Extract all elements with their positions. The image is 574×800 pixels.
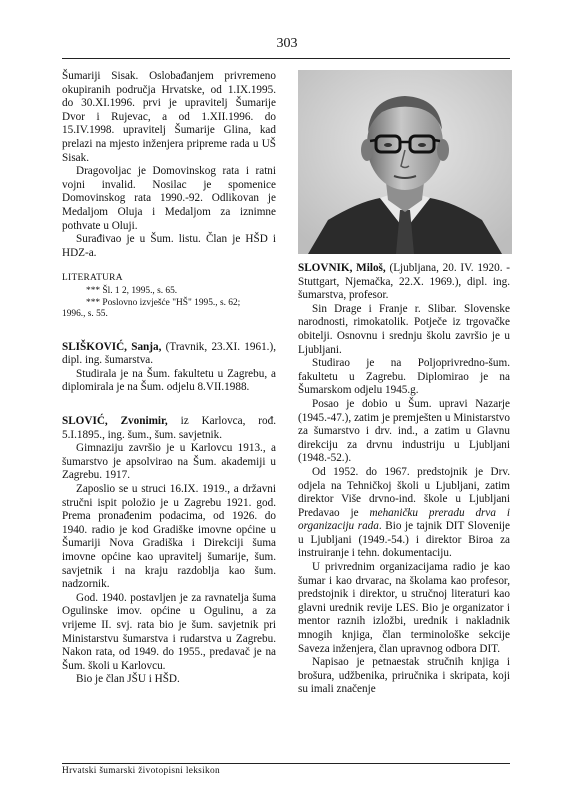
paragraph-text: Od 1952. do 1967. predstojnik je Drv. odjela na Tehničkoj školi u Ljubljani, zatim direktor Više drvno-ind. škole u Ljubljani Predavao je xyxy=(298,465,510,519)
footer-title: Hrvatski šumarski životopisni leksikon xyxy=(62,766,221,776)
left-column xyxy=(62,70,276,687)
entry-heading-rest: (Travnik, 23.XI. 1961.), dipl. ing. šumarstva. xyxy=(62,340,276,367)
literature-item: 1996., s. 55. xyxy=(62,309,108,320)
entry-paragraph: U privrednim organizacijama radio je kao šumar i kao drvarac, na školama kao profesor, predstojnik i direktor, u stručnoj literaturi kao glavni urednik revije LES. Bio je organizator i mentor raznih izložbi, urednik i nakladnik mnogih knjiga, član terminološke sekcije Saveza inženjera, član upravnog odbora DIT. xyxy=(298,561,510,655)
entry-paragraph xyxy=(298,466,510,561)
emphasized-text: mehaničku preradu drva i organizaciju rada xyxy=(298,506,510,533)
right-column xyxy=(298,262,510,697)
entry-paragraph: God. 1940. postavljen je za ravnatelja šuma Ogulinske imov. općine u Ogulinu, a za vrijeme II. svj. rata bio je šum. savjetnik pri Ministarstvu šumarstva i rudarstva u Zagrebu. Nakon rata, od 1949. do 1955., predavač je na Šum. školi u Karlovcu. xyxy=(62,591,276,672)
continuation-paragraph: Surađivao je u Šum. listu. Član je HŠD i HDZ-a. xyxy=(62,233,276,259)
entry-paragraph: Napisao je petnaestak stručnih knjiga i brošura, udžbenika, priručnika i skripata, koji su imali značenje xyxy=(298,656,510,696)
entry-paragraph: Studirao je na Poljoprivredno-šum. fakultetu u Zagrebu. Diplomirao je na Šumarskom odjelu 1945.g. xyxy=(298,357,510,397)
entry-paragraph: Studirala je na Šum. fakultetu u Zagrebu, a diplomirala je na Šum. odjelu 8.VII.1988. xyxy=(62,367,276,394)
continuation-paragraph: Šumariji Sisak. Oslobađanjem privremeno okupiranih područja Hrvatske, od 1.IX.1995. do 30.XI.1996. prvi je upravitelj Šumarije Dvor i Rujevac, a od 1.XII.1996. do 15.IV.1998. upravitelj Šumarije Glina, kad prelazi na mjesto inženjera pripreme rada u UŠ Sisak. xyxy=(62,70,276,164)
entry-paragraph: Bio je član JŠU i HŠD. xyxy=(76,673,180,686)
entry-heading xyxy=(62,341,276,368)
entry-heading xyxy=(62,415,276,442)
bottom-rule xyxy=(62,763,510,764)
entry-heading-rest: (Ljubljana, 20. IV. 1920. - Stuttgart, Njemačka, 22.X. 1969.), dipl. ing. šumarstva, profesor. xyxy=(298,262,511,302)
entry-slovic xyxy=(62,415,276,687)
portrait-photo xyxy=(298,70,512,254)
entry-name: SLOVNIK, Miloš, xyxy=(298,262,386,274)
entry-paragraph: Posao je dobio u Šum. upravi Nazarje (1945.-47.), zatim je premješten u Ministarstvo za šumarstvo i drv. ind., a zatim u Glavnu direkciju za drvnu industriju u Ljubljani (1948.-52.). xyxy=(298,397,510,465)
continuation-paragraph: Dragovoljac je Domovinskog rata i ratni vojni invalid. Nosilac je spomenice Domovinskog rata 1990.-92. Odlikovan je Medaljom Oluja i Medaljom za iznimne pothvate u Oluji. xyxy=(62,165,276,232)
entry-paragraph: Zaposlio se u struci 16.IX. 1919., a državni stručni ispit položio je u Zagrebu 1921. god. Prema pronađenim podacima, od 1926. do 1940. radio je kod Gradiške imovne općine u Šumariji Nova Gradiška i Direkciji šuma imovne općine kao upravitelj šumarije, šum. savjetnik i na kraju razdoblja kao šum. nadzornik. xyxy=(62,483,276,591)
entry-paragraph: Gimnaziju završio je u Karlovcu 1913., a šumarstvo je apsolvirao na Šum. akademiji u Zagrebu. 1917. xyxy=(62,442,276,482)
portrait-image xyxy=(298,70,512,254)
entry-name: SLOVIĆ, Zvonimir, xyxy=(62,415,168,428)
literature-item: *** Poslovno izvješće "HŠ" 1995., s. 62; xyxy=(86,297,241,308)
paragraph-text: . Bio je tajnik DIT Slovenije u Ljubljani (1949.-54.) i direktor Biroa za instruiranje i tehn. dokumentaciju. xyxy=(298,520,510,560)
entry-paragraph: Sin Drage i Franje r. Slibar. Slovenske narodnosti, rimokatolik. Potječe iz trgovačke obitelji. Osnovnu i srednju školu završio je u Ljubljani. xyxy=(298,302,510,356)
entry-heading xyxy=(298,262,510,303)
literature-title: LITERATURA xyxy=(62,273,123,284)
literature-item: *** Šl. 1 2, 1995., s. 65. xyxy=(86,285,178,296)
top-rule xyxy=(62,58,510,59)
entry-name: SLIŠKOVIĆ, Sanja, xyxy=(62,340,162,353)
entry-heading-rest: iz Karlovca, rođ. 5.I.1895., ing. šum., šum. savjetnik. xyxy=(62,415,276,441)
entry-sliskovic xyxy=(62,341,276,395)
entry-slovnik xyxy=(298,262,510,697)
page-number: 303 xyxy=(276,36,298,51)
